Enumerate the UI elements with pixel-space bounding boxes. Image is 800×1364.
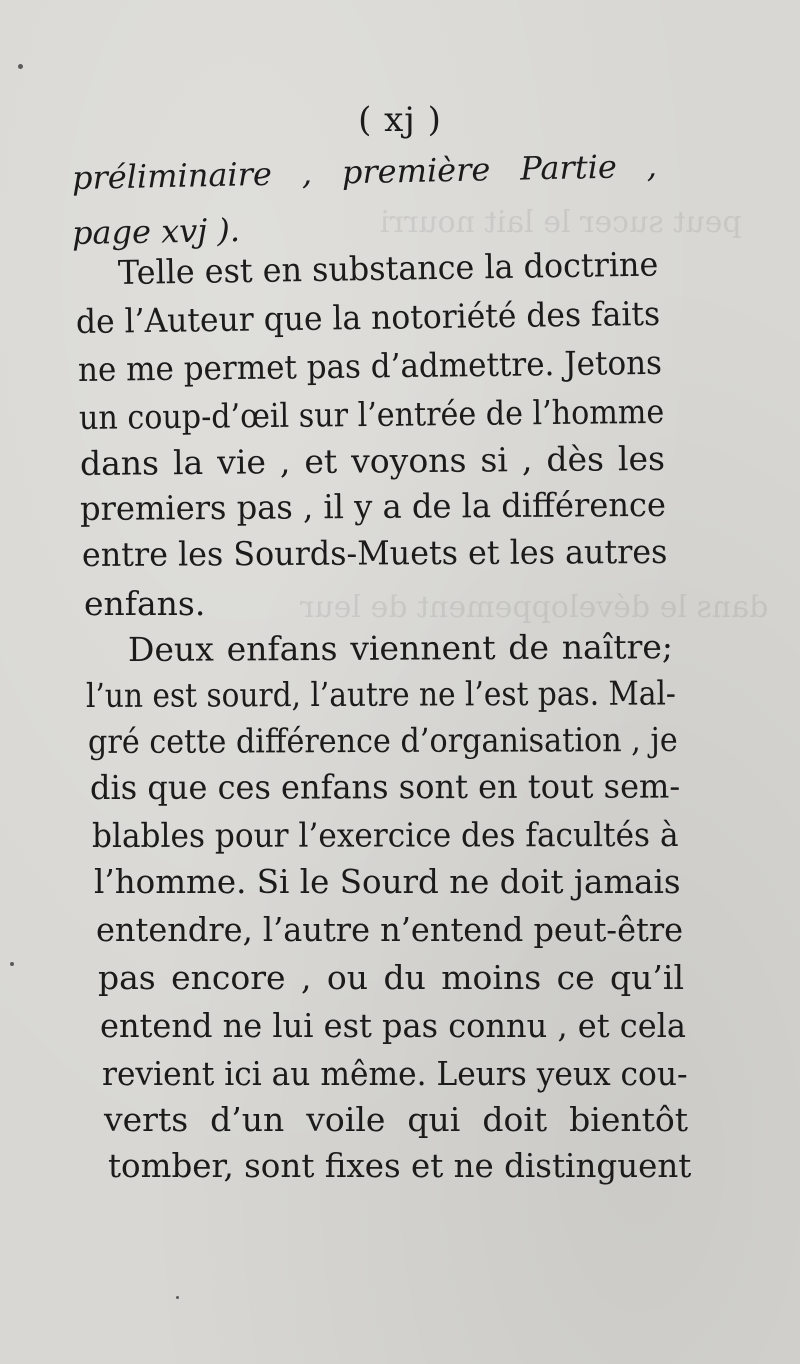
- text-line: verts d’un voile qui doit bientôt: [104, 1100, 688, 1139]
- paper-speck: [176, 1296, 179, 1299]
- text-line: revient ici au même. Leurs yeux cou-: [102, 1054, 688, 1093]
- text-line: un coup-d’œil sur l’entrée de l’homme: [78, 391, 665, 437]
- show-through: peut sucer le lait nourri: [380, 205, 742, 240]
- text-line: dans la vie , et voyons si , dès les: [79, 438, 666, 483]
- text-line: pas encore , ou du moins ce qu’il: [98, 958, 684, 997]
- text-line: dis que ces enfans sont en tout sem-: [89, 766, 681, 807]
- text-line: tomber, sont fixes et ne distinguent: [108, 1146, 692, 1185]
- show-through: dans le développement de leur: [300, 590, 769, 625]
- text-line: préliminaire , première Partie ,: [71, 146, 658, 197]
- text-line: ne me permet pas d’admettre. Jetons: [77, 342, 663, 389]
- page-number: ( xj ): [358, 100, 442, 140]
- text-line: gré cette différence d’organisation , je: [87, 719, 678, 761]
- paper-speck: [10, 962, 14, 966]
- paper-speck: [18, 64, 23, 69]
- text-line: entre les Sourds-Muets et les autres: [81, 531, 668, 574]
- text-line: l’un est sourd, l’autre ne l’est pas. Mal-: [85, 673, 676, 715]
- text-line: enfans.: [84, 584, 206, 623]
- text-line: Deux enfans viennent de naître;: [127, 627, 674, 669]
- text-line: premiers pas , il y a de la différence: [79, 484, 667, 528]
- text-line: entendre, l’autre n’entend peut-être: [96, 910, 684, 949]
- text-line: Telle est en substance la doctrine: [117, 244, 659, 292]
- text-line: blables pour l’exercice des facultés à: [91, 814, 679, 855]
- text-line: entend ne lui est pas connu , et cela: [100, 1006, 686, 1045]
- text-line: l’homme. Si le Sourd ne doit jamais: [94, 862, 681, 901]
- text-line: de l’Auteur que la notoriété des faits: [75, 293, 661, 341]
- text-line: page xvj ).: [71, 211, 241, 252]
